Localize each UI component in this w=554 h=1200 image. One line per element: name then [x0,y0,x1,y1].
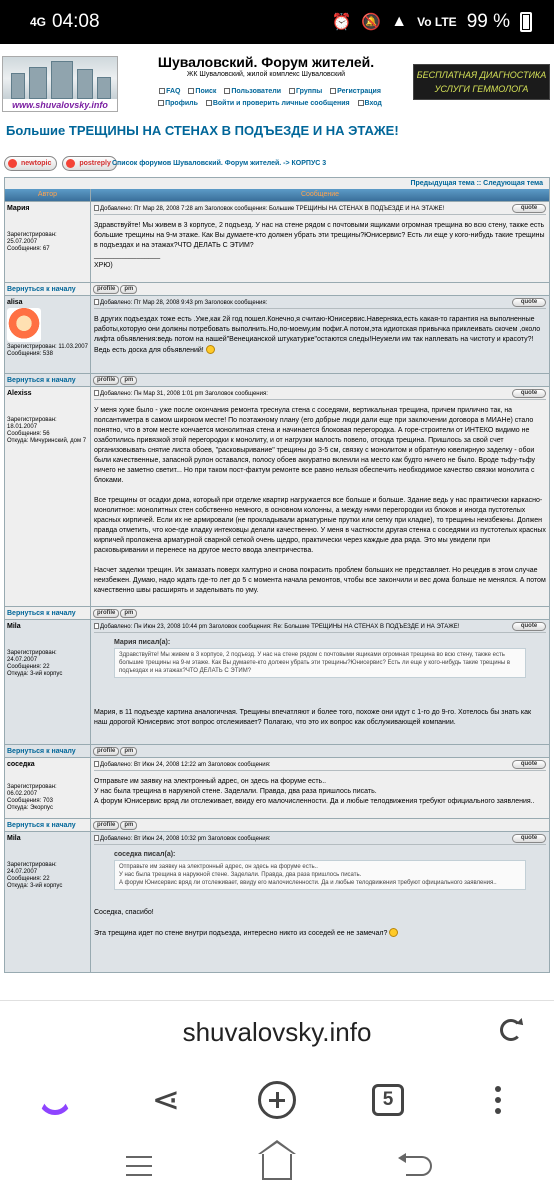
post [5,386,549,606]
post-body [91,387,549,606]
post [5,831,549,972]
back-to-top-link[interactable]: Вернуться к началу [5,607,91,619]
back-to-top-link[interactable]: Вернуться к началу [5,819,91,831]
quote-text: Здравствуйте! Мы живем в 3 корпусе, 2 подъезд. У нас на стене рядом с почтовыми ящиками огромная трещина во всю стену, также есть большие трещины на 9-м этаже. Как Вы думаете-кто должен убрать эти трещины?Юнисервис? Есть ли еще у кого-нибудь такие трещины в подъездах и на этажах?ЧТО ДЕЛАТЬ С ЭТИМ? [114,648,526,678]
site-header [0,44,554,116]
profile-button[interactable]: profile [93,376,119,385]
quote-author: Мария писал(а): [114,639,171,646]
browser-toolbar [0,1064,554,1136]
post-body [91,758,549,818]
post-body [91,620,549,744]
post-footer [5,606,549,619]
table-header [5,189,549,201]
author-name[interactable]: Mila [7,623,21,630]
post-text: Соседка, спасибо! Эта трещина идет по стене внутри подъезда, интересно никто из соседей ее не замечал? [94,908,546,939]
avatar [7,308,41,342]
nav-profile[interactable]: Профиль [158,100,198,107]
post-header: Добавлено: Пн Мар 31, 2008 1:01 pm Заголовок сообщения: quote [94,390,546,400]
battery-level: 99 % [466,11,510,32]
post [5,201,549,282]
post [5,295,549,373]
back-to-top-link[interactable]: Вернуться к началу [5,374,91,386]
nav-users[interactable]: Пользователи [224,88,281,95]
quote-block [94,851,546,890]
post [5,757,549,818]
col-message: Сообщение [300,191,340,198]
quote-button[interactable]: quote [512,834,546,843]
back-to-top-link[interactable]: Вернуться к началу [5,745,91,757]
pm-button[interactable]: pm [120,609,137,618]
topic-title[interactable]: Большие ТРЕЩИНЫ НА СТЕНАХ В ПОДЪЕЗДЕ И НА ЭТАЖЕ! [6,123,399,138]
post-author [5,758,91,818]
post-text: Мария, в 11 подъезде картина аналогичная. Трещины впечатляют и более того, похоже они идут с 1-го до 9-го. Хотелось бы знать как наш дорогой Юнисервис этот вопрос отслеживает? Полагаю, что это их вопрос как обслуживающей компании. [94,709,534,726]
battery-icon [520,12,532,32]
quote-button[interactable]: quote [512,204,546,213]
new-topic-button[interactable]: newtopic [4,156,57,171]
post-author [5,620,91,744]
quote-text: Отправьте им заявку на электронный адрес, он здесь на форуме есть.. У нас была трещина в наружной стене. Заделали. Правда, два раза пришлось писать. А форум Юнисервис вряд ли отслеживает, ввиду его малочисленности. Да и любые телодвижения требуют официального заявления.. [114,860,526,890]
pm-button[interactable]: pm [120,821,137,830]
address-url[interactable]: shuvalovsky.info [182,1017,372,1047]
post-header: Добавлено: Пт Мар 28, 2008 7:28 am Заголовок сообщения: Большие ТРЕЩИНЫ НА СТЕНАХ В ПОДЪЕЗДЕ И НА ЭТАЖЕ! quote [94,205,546,215]
post-author [5,387,91,606]
nav-login[interactable]: Вход [358,100,382,107]
network-indicator: 4G [30,15,47,29]
post-reply-button[interactable]: postreply [62,156,117,171]
author-meta: Зарегистрирован: 06.02.2007 Сообщения: 703 Откуда: Экорпус [7,784,57,811]
author-meta: Зарегистрирован: 25.07.2007 Сообщения: 67 [7,232,57,252]
quote-author: соседка писал(а): [114,851,176,858]
quote-button[interactable]: quote [512,622,546,631]
home-icon[interactable] [262,1154,292,1180]
mute-icon: 🔕 [361,14,382,31]
alarm-icon: ⏰ [331,14,352,31]
ad-banner[interactable]: БЕСПЛАТНАЯ ДИАГНОСТИКА УСЛУГИ ГЕММОЛОГА [413,64,550,100]
more-menu-icon[interactable] [476,1078,520,1122]
reload-icon[interactable] [500,1019,522,1041]
tabs-count: 5 [372,1084,404,1116]
col-author: Автор [5,189,91,201]
pm-button[interactable]: pm [120,285,137,294]
post-body [91,296,549,373]
author-meta: Зарегистрирован: 24.07.2007 Сообщения: 22 Откуда: 3-ий корпус [7,650,63,677]
tabs-button[interactable] [366,1078,410,1122]
pm-button[interactable]: pm [120,747,137,756]
post-body [91,832,549,972]
post-icon [94,205,99,211]
post-header: Добавлено: Пн Июн 23, 2008 10:44 pm Заголовок сообщения: Re: Большие ТРЕЩИНЫ НА СТЕНАХ В ПОДЪЕЗДЕ И НА ЭТАЖЕ! quote [94,623,546,633]
author-meta: Зарегистрирован: 18.01.2007 Сообщения: 56 Откуда: Мичуринский, дом 7 [7,417,87,444]
quote-button[interactable]: quote [512,760,546,769]
quote-button[interactable]: quote [512,389,546,398]
breadcrumb[interactable]: Список форумов Шуваловский. Форум жителей. -> КОРПУС 3 [112,160,327,167]
post-icon [94,835,99,841]
post-text: В других подъездах тоже есть .Уже,как 2й год пошел.Конечно,я считаю-Юнисервис.Наверняка,есть какая-то гарантия на выполненные работы,которую они должны потребовать выполнить.Но,по-моему,им пофиг.А потом,эта идиотская привычка приклеивать скочем ,около лифта объявления:ведь потом на нашей"Венецианской штукатурке"остаются следы!Неужели им так наплевать на чистоту и красоту?!Ведь есть доска для объявлений! [94,316,543,354]
post-author [5,202,91,282]
share-icon[interactable]: ⋖ [151,1081,181,1119]
site-title: Шуваловский. Форум жителей. [157,54,375,70]
site-logo[interactable] [2,56,118,112]
nav-register[interactable]: Регистрация [330,88,381,95]
post-footer [5,282,549,295]
post-icon [94,623,99,629]
quote-button[interactable]: quote [512,298,546,307]
post-header: Добавлено: Вт Июн 24, 2008 12:22 am Заголовок сообщения: quote [94,761,546,771]
post-author [5,832,91,972]
post-text: Здравствуйте! Мы живем в 3 корпусе, 2 подъезд. У нас на стене рядом с почтовыми ящиками огромная трещина во всю стену, также есть большие трещины на 9-м этаже. Как Вы думаете-кто должен убрать эти трещины?Юнисервис? Есть ли еще у кого-нибудь такие трещины в подъездах и на этажах?ЧТО ДЕЛАТЬ С ЭТИМ? _________________ ХРЮ) [94,222,545,269]
author-name[interactable]: соседка [7,761,35,768]
topic-actions [4,156,117,171]
status-bar [0,0,554,44]
posts-table [4,177,550,973]
post-icon [94,761,99,767]
nav-groups[interactable]: Группы [289,88,322,95]
post-header: Добавлено: Вт Июн 24, 2008 10:32 pm Заголовок сообщения: quote [94,835,546,845]
top-nav [150,86,390,110]
nav-messages[interactable]: Войти и проверить личные сообщения [206,100,350,107]
pm-button[interactable]: pm [120,376,137,385]
logo-url: www.shuvalovsky.info [3,99,117,111]
alice-assistant-icon[interactable] [33,1078,77,1122]
author-name[interactable]: Mila [7,835,21,842]
volte-indicator: Vo LTE [417,15,457,29]
post-footer [5,373,549,386]
smiley-icon [389,928,398,937]
post-icon [94,390,99,396]
system-nav-bar [0,1136,554,1200]
prev-next-topic-links[interactable]: Предыдущая тема :: Следующая тема [5,178,549,189]
recent-apps-icon[interactable] [126,1156,152,1183]
author-meta: Зарегистрирован: 24.07.2007 Сообщения: 22 Откуда: 3-ий корпус [7,862,63,889]
profile-button[interactable]: profile [93,609,119,618]
author-meta: Зарегистрирован: 11.03.2007 Сообщения: 538 [7,344,88,357]
post-header: Добавлено: Пт Мар 28, 2008 9:43 pm Заголовок сообщения: quote [94,299,546,309]
post [5,619,549,744]
post-body [91,202,549,282]
site-subtitle: ЖК Шуваловский, жилой комплекс Шуваловский [186,71,346,78]
web-page[interactable] [0,44,554,1000]
signal-icon: ▲ [391,13,408,30]
smiley-icon [206,345,215,354]
profile-button[interactable]: profile [93,285,119,294]
address-bar[interactable] [0,1000,554,1064]
post-text: У меня хуже было - уже после окончания ремонта треснула стена с соседями, вертикальная трещина, причем прилично так, на полсантиметра в самом широком месте! По поэтажному плану (его добрые люди дали еще при заключении договора в МИАНе) стало понятно, что в этом месте кончается монолитная стена и начинается блоковая перегородка. А горе-строители от ИНТЕКО видимо не озаботились привязкой этой перегородки к монолиту, и от нагрузки малость повело, отсюда трещина. Пришлось за свой счет организовывать снятие листа обоев, "расковыривание" трещины до 3-5 см, связку с монолитом и обратную ювелирную заделку - обои были качественные, запасной рулон оставался, полосу обоев аккуратно вклеили на место как будто ничего не было. Вроде тьфу-тьфу ничего не заметно светит... Но при таком пост-фактум ремонте все равно нельзя обеспечить необходимое качество связки монолита с блоками. Все трещины от осадки дома, который при отделке квартир нагружается все больше и больше. Здание ведь у нас практически каркасно-монолитное: монолитных стен собственно немного, в основном колонны, а между ними перегородки из блоков и иногда пустотелых красных кирпичей. Если их не армировали (не прокладывали арматурные прутки или сетку при кладке), то трещины неизбежны. Должен правда отметить, что кое-где кладку интековцы делали качественно. У меня в частности другая стенка с соседями из пустотелых красных кирпичей проложена арматурной сварной сеткой очень щедро, практически через каждые два ряда. Это мы увидели при расковыривании и перенесе на другое место ввода электричества. Насчет заделки трещин. Их замазать поверх халтурно и снова покрасить проблем больших не представляет. Но рецедив в этом случае неизбежен. Думаю, надо ждать где-то лет до 5 с момента начала ремонтов, чтобы все закончили и вес дома больше не менялся. А потом качественно швы расширять и заделывать по уму. [94,407,546,594]
post-text: Отправьте им заявку на электронный адрес, он здесь на форуме есть.. У нас была трещина в наружной стене. Заделали. Правда, два раза пришлось писать. А форум Юнисервис вряд ли отслеживает, ввиду его малочисленности. Да и любые телодвижения требуют официального заявления.. [94,778,535,805]
back-icon[interactable] [406,1156,432,1176]
quote-block [94,639,546,678]
back-to-top-link[interactable]: Вернуться к началу [5,283,91,295]
new-tab-icon[interactable] [255,1078,299,1122]
nav-search[interactable]: Поиск [188,88,216,95]
status-time: 04:08 [52,11,100,32]
profile-button[interactable]: profile [93,747,119,756]
nav-faq[interactable]: FAQ [159,88,180,95]
author-name[interactable]: alisa [7,299,23,306]
post-footer [5,744,549,757]
post-footer [5,818,549,831]
post-icon [94,299,99,305]
author-name[interactable]: Alexiss [7,390,32,397]
post-author [5,296,91,373]
author-name[interactable]: Мария [7,205,30,212]
profile-button[interactable]: profile [93,821,119,830]
